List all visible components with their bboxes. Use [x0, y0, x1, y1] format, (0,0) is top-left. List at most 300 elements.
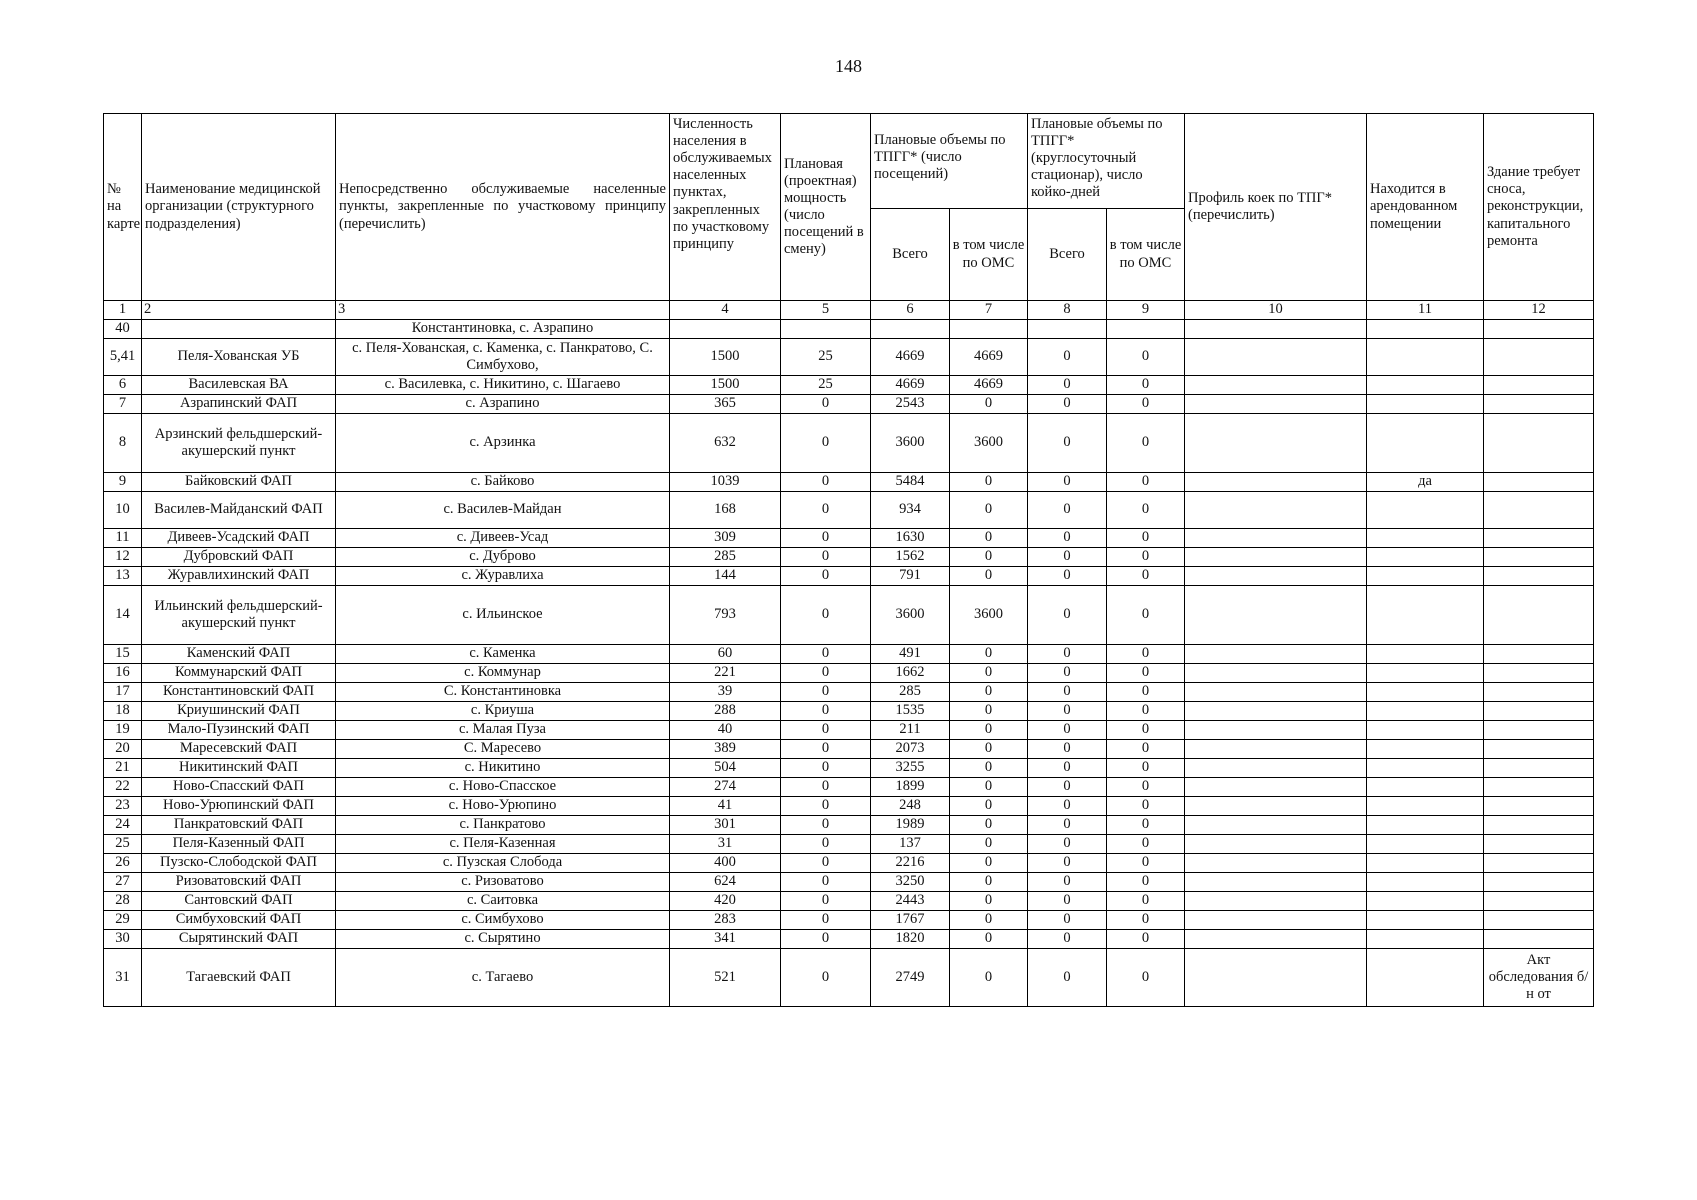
num-cell: 14 [104, 586, 142, 645]
visits-oms-cell: 0 [950, 645, 1028, 664]
visits-total-cell: 791 [871, 567, 950, 586]
capacity-cell: 0 [781, 816, 871, 835]
stationary-oms-cell: 0 [1107, 395, 1185, 414]
rented-cell [1367, 645, 1484, 664]
points-cell: с. Дивеев-Усад [336, 529, 670, 548]
rented-cell [1367, 567, 1484, 586]
name-cell: Арзинский фельдшерский-акушерский пункт [142, 414, 336, 473]
stationary-oms-cell: 0 [1107, 797, 1185, 816]
visits-total-cell: 934 [871, 492, 950, 529]
points-cell: с. Сырятино [336, 930, 670, 949]
visits-total-cell: 1899 [871, 778, 950, 797]
visits-oms-cell: 0 [950, 664, 1028, 683]
points-cell: с. Азрапино [336, 395, 670, 414]
beds-profile-cell [1185, 473, 1367, 492]
population-cell [670, 320, 781, 339]
name-cell: Дубровский ФАП [142, 548, 336, 567]
column-number: 8 [1028, 301, 1107, 320]
points-cell: с. Арзинка [336, 414, 670, 473]
population-cell: 309 [670, 529, 781, 548]
visits-oms-cell: 0 [950, 816, 1028, 835]
table-row [104, 645, 1594, 664]
visits-total-cell: 1535 [871, 702, 950, 721]
capacity-cell: 0 [781, 414, 871, 473]
num-cell: 7 [104, 395, 142, 414]
rented-cell [1367, 759, 1484, 778]
name-cell [142, 320, 336, 339]
capacity-cell: 0 [781, 473, 871, 492]
table-row [104, 664, 1594, 683]
building-cell [1484, 759, 1594, 778]
name-cell: Тагаевский ФАП [142, 949, 336, 1007]
capacity-cell: 0 [781, 683, 871, 702]
stationary-total-cell: 0 [1028, 949, 1107, 1007]
header-stationary-total: Всего [1028, 209, 1107, 301]
capacity-cell: 25 [781, 376, 871, 395]
beds-profile-cell [1185, 930, 1367, 949]
num-cell: 28 [104, 892, 142, 911]
name-cell: Пеля-Казенный ФАП [142, 835, 336, 854]
rented-cell [1367, 414, 1484, 473]
table-row [104, 854, 1594, 873]
rented-cell [1367, 778, 1484, 797]
num-cell: 22 [104, 778, 142, 797]
name-cell: Сырятинский ФАП [142, 930, 336, 949]
points-cell: с. Тагаево [336, 949, 670, 1007]
table-row [104, 339, 1594, 376]
name-cell: Ризоватовский ФАП [142, 873, 336, 892]
table-row [104, 683, 1594, 702]
visits-oms-cell: 0 [950, 949, 1028, 1007]
table-row [104, 873, 1594, 892]
header-visits-total: Всего [871, 209, 950, 301]
building-cell [1484, 529, 1594, 548]
name-cell: Мало-Пузинский ФАП [142, 721, 336, 740]
stationary-oms-cell: 0 [1107, 816, 1185, 835]
visits-oms-cell: 0 [950, 683, 1028, 702]
building-cell [1484, 567, 1594, 586]
population-cell: 504 [670, 759, 781, 778]
name-cell: Ново-Урюпинский ФАП [142, 797, 336, 816]
rented-cell [1367, 586, 1484, 645]
num-cell: 9 [104, 473, 142, 492]
building-cell [1484, 586, 1594, 645]
visits-total-cell: 1989 [871, 816, 950, 835]
table-row [104, 320, 1594, 339]
points-cell: с. Байково [336, 473, 670, 492]
name-cell: Пеля-Хованская УБ [142, 339, 336, 376]
visits-oms-cell [950, 320, 1028, 339]
stationary-oms-cell: 0 [1107, 492, 1185, 529]
population-cell: 274 [670, 778, 781, 797]
stationary-total-cell: 0 [1028, 911, 1107, 930]
points-cell: с. Ново-Урюпино [336, 797, 670, 816]
building-cell [1484, 473, 1594, 492]
population-cell: 41 [670, 797, 781, 816]
beds-profile-cell [1185, 835, 1367, 854]
num-cell: 15 [104, 645, 142, 664]
capacity-cell: 0 [781, 759, 871, 778]
num-cell: 21 [104, 759, 142, 778]
building-cell [1484, 854, 1594, 873]
visits-oms-cell: 0 [950, 797, 1028, 816]
name-cell: Дивеев-Усадский ФАП [142, 529, 336, 548]
visits-oms-cell: 0 [950, 778, 1028, 797]
header-capacity: Плановая (проектная) мощность (число посещений в смену) [781, 114, 871, 301]
points-cell: с. Журавлиха [336, 567, 670, 586]
stationary-oms-cell: 0 [1107, 740, 1185, 759]
visits-total-cell: 3250 [871, 873, 950, 892]
rented-cell [1367, 683, 1484, 702]
visits-total-cell: 1630 [871, 529, 950, 548]
stationary-total-cell: 0 [1028, 797, 1107, 816]
rented-cell [1367, 854, 1484, 873]
stationary-total-cell: 0 [1028, 395, 1107, 414]
rented-cell [1367, 930, 1484, 949]
header-beds-profile: Профиль коек по ТПГ* (перечислить) [1185, 114, 1367, 301]
stationary-oms-cell: 0 [1107, 702, 1185, 721]
stationary-total-cell: 0 [1028, 854, 1107, 873]
stationary-oms-cell: 0 [1107, 376, 1185, 395]
points-cell: с. Симбухово [336, 911, 670, 930]
capacity-cell: 0 [781, 949, 871, 1007]
points-cell: с. Коммунар [336, 664, 670, 683]
rented-cell: да [1367, 473, 1484, 492]
stationary-oms-cell: 0 [1107, 414, 1185, 473]
table-row [104, 835, 1594, 854]
beds-profile-cell [1185, 740, 1367, 759]
visits-total-cell: 1767 [871, 911, 950, 930]
capacity-cell: 25 [781, 339, 871, 376]
population-cell: 1500 [670, 376, 781, 395]
building-cell [1484, 492, 1594, 529]
stationary-oms-cell: 0 [1107, 835, 1185, 854]
beds-profile-cell [1185, 816, 1367, 835]
building-cell [1484, 740, 1594, 759]
visits-total-cell: 137 [871, 835, 950, 854]
visits-oms-cell: 0 [950, 892, 1028, 911]
points-cell: с. Саитовка [336, 892, 670, 911]
visits-oms-cell: 4669 [950, 339, 1028, 376]
stationary-oms-cell: 0 [1107, 892, 1185, 911]
population-cell: 39 [670, 683, 781, 702]
capacity-cell [781, 320, 871, 339]
stationary-total-cell: 0 [1028, 683, 1107, 702]
population-cell: 168 [670, 492, 781, 529]
visits-total-cell: 3600 [871, 586, 950, 645]
visits-total-cell: 1562 [871, 548, 950, 567]
beds-profile-cell [1185, 567, 1367, 586]
building-cell [1484, 797, 1594, 816]
points-cell: с. Ризоватово [336, 873, 670, 892]
beds-profile-cell [1185, 721, 1367, 740]
visits-total-cell: 491 [871, 645, 950, 664]
num-cell: 25 [104, 835, 142, 854]
capacity-cell: 0 [781, 721, 871, 740]
num-cell: 30 [104, 930, 142, 949]
table-row [104, 376, 1594, 395]
rented-cell [1367, 835, 1484, 854]
points-cell: с. Панкратово [336, 816, 670, 835]
rented-cell [1367, 873, 1484, 892]
beds-profile-cell [1185, 395, 1367, 414]
beds-profile-cell [1185, 492, 1367, 529]
name-cell: Пузско-Слободской ФАП [142, 854, 336, 873]
rented-cell [1367, 339, 1484, 376]
table-row [104, 548, 1594, 567]
beds-profile-cell [1185, 892, 1367, 911]
population-cell: 400 [670, 854, 781, 873]
num-cell: 27 [104, 873, 142, 892]
visits-total-cell: 2443 [871, 892, 950, 911]
visits-total-cell: 211 [871, 721, 950, 740]
stationary-total-cell: 0 [1028, 567, 1107, 586]
beds-profile-cell [1185, 548, 1367, 567]
table-row [104, 816, 1594, 835]
visits-total-cell [871, 320, 950, 339]
column-number-row [104, 301, 1594, 320]
table-row [104, 949, 1594, 1007]
visits-total-cell: 4669 [871, 339, 950, 376]
points-cell: С. Константиновка [336, 683, 670, 702]
header-stationary-oms: в том числе по ОМС [1107, 209, 1185, 301]
stationary-oms-cell: 0 [1107, 759, 1185, 778]
table-row [104, 414, 1594, 473]
stationary-oms-cell [1107, 320, 1185, 339]
num-cell: 13 [104, 567, 142, 586]
visits-total-cell: 2073 [871, 740, 950, 759]
points-cell: с. Василевка, с. Никитино, с. Шагаево [336, 376, 670, 395]
stationary-oms-cell: 0 [1107, 930, 1185, 949]
rented-cell [1367, 548, 1484, 567]
points-cell: с. Ново-Спасское [336, 778, 670, 797]
beds-profile-cell [1185, 339, 1367, 376]
num-cell: 5,41 [104, 339, 142, 376]
visits-oms-cell: 0 [950, 492, 1028, 529]
stationary-oms-cell: 0 [1107, 473, 1185, 492]
name-cell: Симбуховский ФАП [142, 911, 336, 930]
visits-oms-cell: 0 [950, 854, 1028, 873]
beds-profile-cell [1185, 949, 1367, 1007]
visits-oms-cell: 0 [950, 911, 1028, 930]
points-cell: с. Каменка [336, 645, 670, 664]
building-cell [1484, 645, 1594, 664]
stationary-total-cell: 0 [1028, 492, 1107, 529]
population-cell: 40 [670, 721, 781, 740]
table-row [104, 567, 1594, 586]
stationary-oms-cell: 0 [1107, 339, 1185, 376]
population-cell: 283 [670, 911, 781, 930]
points-cell: С. Маресево [336, 740, 670, 759]
beds-profile-cell [1185, 320, 1367, 339]
name-cell: Байковский ФАП [142, 473, 336, 492]
capacity-cell: 0 [781, 492, 871, 529]
building-cell [1484, 339, 1594, 376]
name-cell: Азрапинский ФАП [142, 395, 336, 414]
population-cell: 60 [670, 645, 781, 664]
population-cell: 221 [670, 664, 781, 683]
rented-cell [1367, 492, 1484, 529]
name-cell: Ново-Спасский ФАП [142, 778, 336, 797]
population-cell: 1039 [670, 473, 781, 492]
name-cell: Василевская ВА [142, 376, 336, 395]
building-cell [1484, 721, 1594, 740]
capacity-cell: 0 [781, 873, 871, 892]
stationary-total-cell: 0 [1028, 548, 1107, 567]
building-cell [1484, 702, 1594, 721]
name-cell: Василев-Майданский ФАП [142, 492, 336, 529]
name-cell: Журавлихинский ФАП [142, 567, 336, 586]
visits-total-cell: 248 [871, 797, 950, 816]
building-cell: Акт обследования б/н от [1484, 949, 1594, 1007]
header-tpgg-visits: Плановые объемы по ТПГГ* (число посещений) [871, 114, 1028, 209]
column-number: 10 [1185, 301, 1367, 320]
visits-total-cell: 5484 [871, 473, 950, 492]
rented-cell [1367, 740, 1484, 759]
stationary-total-cell: 0 [1028, 529, 1107, 548]
rented-cell [1367, 949, 1484, 1007]
stationary-oms-cell: 0 [1107, 949, 1185, 1007]
stationary-total-cell [1028, 320, 1107, 339]
capacity-cell: 0 [781, 854, 871, 873]
population-cell: 1500 [670, 339, 781, 376]
num-cell: 40 [104, 320, 142, 339]
column-number: 6 [871, 301, 950, 320]
visits-oms-cell: 3600 [950, 414, 1028, 473]
column-number: 2 [142, 301, 336, 320]
points-cell: с. Криуша [336, 702, 670, 721]
stationary-total-cell: 0 [1028, 740, 1107, 759]
rented-cell [1367, 816, 1484, 835]
stationary-total-cell: 0 [1028, 930, 1107, 949]
visits-total-cell: 3600 [871, 414, 950, 473]
visits-oms-cell: 0 [950, 930, 1028, 949]
visits-oms-cell: 0 [950, 759, 1028, 778]
table-row [104, 721, 1594, 740]
table-row [104, 797, 1594, 816]
name-cell: Панкратовский ФАП [142, 816, 336, 835]
beds-profile-cell [1185, 586, 1367, 645]
visits-oms-cell: 0 [950, 835, 1028, 854]
capacity-cell: 0 [781, 797, 871, 816]
building-cell [1484, 548, 1594, 567]
capacity-cell: 0 [781, 586, 871, 645]
header-building: Здание требует сноса, реконструкции, капитального ремонта [1484, 114, 1594, 301]
visits-oms-cell: 0 [950, 395, 1028, 414]
column-number: 11 [1367, 301, 1484, 320]
points-cell: с. Малая Пуза [336, 721, 670, 740]
capacity-cell: 0 [781, 567, 871, 586]
population-cell: 521 [670, 949, 781, 1007]
table-row [104, 759, 1594, 778]
stationary-oms-cell: 0 [1107, 586, 1185, 645]
visits-oms-cell: 0 [950, 567, 1028, 586]
capacity-cell: 0 [781, 702, 871, 721]
beds-profile-cell [1185, 414, 1367, 473]
stationary-total-cell: 0 [1028, 892, 1107, 911]
header-population: Численность населения в обслуживаемых населенных пунктах, закрепленных по участковому принципу [670, 114, 781, 301]
rented-cell [1367, 529, 1484, 548]
num-cell: 19 [104, 721, 142, 740]
building-cell [1484, 778, 1594, 797]
population-cell: 301 [670, 816, 781, 835]
rented-cell [1367, 664, 1484, 683]
beds-profile-cell [1185, 778, 1367, 797]
num-cell: 8 [104, 414, 142, 473]
num-cell: 26 [104, 854, 142, 873]
visits-oms-cell: 0 [950, 702, 1028, 721]
stationary-total-cell: 0 [1028, 664, 1107, 683]
building-cell [1484, 320, 1594, 339]
population-cell: 365 [670, 395, 781, 414]
population-cell: 31 [670, 835, 781, 854]
points-cell: с. Пузская Слобода [336, 854, 670, 873]
num-cell: 18 [104, 702, 142, 721]
capacity-cell: 0 [781, 529, 871, 548]
table-row [104, 702, 1594, 721]
header-points: Непосредственно обслуживаемые населенные пункты, закрепленные по участковому принципу (перечислить) [336, 114, 670, 301]
beds-profile-cell [1185, 376, 1367, 395]
num-cell: 12 [104, 548, 142, 567]
beds-profile-cell [1185, 664, 1367, 683]
column-number: 7 [950, 301, 1028, 320]
capacity-cell: 0 [781, 892, 871, 911]
building-cell [1484, 911, 1594, 930]
table-row [104, 911, 1594, 930]
table-row [104, 740, 1594, 759]
stationary-oms-cell: 0 [1107, 721, 1185, 740]
capacity-cell: 0 [781, 664, 871, 683]
building-cell [1484, 892, 1594, 911]
points-cell: с. Пеля-Хованская, с. Каменка, с. Панкратово, С. Симбухово, [336, 339, 670, 376]
beds-profile-cell [1185, 529, 1367, 548]
population-cell: 288 [670, 702, 781, 721]
column-number: 5 [781, 301, 871, 320]
capacity-cell: 0 [781, 930, 871, 949]
stationary-total-cell: 0 [1028, 778, 1107, 797]
table-row [104, 892, 1594, 911]
rented-cell [1367, 395, 1484, 414]
population-cell: 632 [670, 414, 781, 473]
capacity-cell: 0 [781, 645, 871, 664]
column-number: 9 [1107, 301, 1185, 320]
visits-total-cell: 2749 [871, 949, 950, 1007]
table-row [104, 473, 1594, 492]
rented-cell [1367, 376, 1484, 395]
column-number: 1 [104, 301, 142, 320]
table-row [104, 492, 1594, 529]
stationary-oms-cell: 0 [1107, 645, 1185, 664]
beds-profile-cell [1185, 645, 1367, 664]
building-cell [1484, 816, 1594, 835]
name-cell: Каменский ФАП [142, 645, 336, 664]
points-cell: Константиновка, с. Азрапино [336, 320, 670, 339]
stationary-total-cell: 0 [1028, 835, 1107, 854]
num-cell: 16 [104, 664, 142, 683]
beds-profile-cell [1185, 702, 1367, 721]
table-row [104, 930, 1594, 949]
population-cell: 793 [670, 586, 781, 645]
table-row [104, 529, 1594, 548]
stationary-total-cell: 0 [1028, 645, 1107, 664]
num-cell: 29 [104, 911, 142, 930]
name-cell: Ильинский фельдшерский-акушерский пункт [142, 586, 336, 645]
header-rented: Находится в арендованном помещении [1367, 114, 1484, 301]
stationary-oms-cell: 0 [1107, 664, 1185, 683]
header-num: № на карте [104, 114, 142, 301]
beds-profile-cell [1185, 873, 1367, 892]
name-cell: Сантовский ФАП [142, 892, 336, 911]
